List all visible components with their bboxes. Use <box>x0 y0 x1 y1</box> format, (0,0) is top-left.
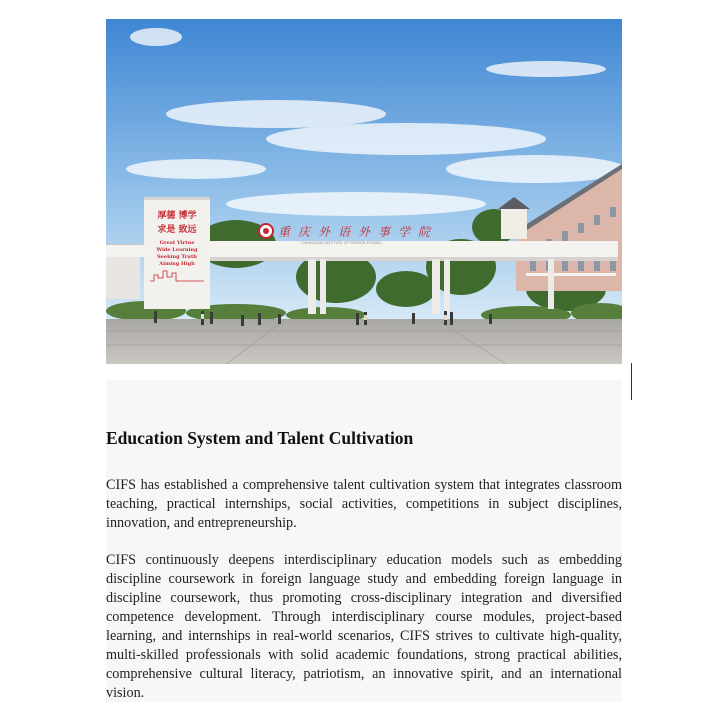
gate-english-motto-line1: Great Virtue <box>159 240 195 246</box>
gate-english-motto-line3: Seeking Truth <box>157 254 197 260</box>
gate-sign-english: CHONGQING INSTITUTE OF FOREIGN STUDIES <box>301 241 382 245</box>
text-section <box>106 380 622 702</box>
gate-chinese-motto-line1: 厚德 博学 <box>157 211 197 221</box>
gate-english-motto-line4: Aiming High <box>159 261 195 267</box>
gate-sign-chinese: 重庆外语外事学院 <box>278 225 439 239</box>
plaza <box>106 319 622 364</box>
section-heading: Education System and Talent Cultivation <box>106 428 414 448</box>
paragraph-talent-system: CIFS has established a comprehensive talent cultivation system that integrates classroom teaching, practical internships, social activities, competitions in subject disciplines, innovation, and entrepreneurship. <box>106 477 622 531</box>
campus-gate-photo <box>106 19 622 364</box>
text-cursor <box>631 363 632 400</box>
paragraph-interdisciplinary: CIFS continuously deepens interdisciplinary education models such as embedding discipline coursework in foreign language study and embedding foreign language in discipline coursework, thus promoting cross-disciplinary integration and diversified competence development. Through interdisciplinary course modules, project-based learning, and internships in real-world scenarios, CIFS strives to cultivate high-quality, multi-skilled professionals with solid academic foundations, strong practical abilities, comprehensive cultural literacy, patriotism, an innovative spirit, and an international vision. <box>106 552 622 701</box>
gate-english-motto-line2: Wide Learning <box>156 247 198 253</box>
gate-chinese-motto-line2: 求是 致远 <box>157 225 197 235</box>
